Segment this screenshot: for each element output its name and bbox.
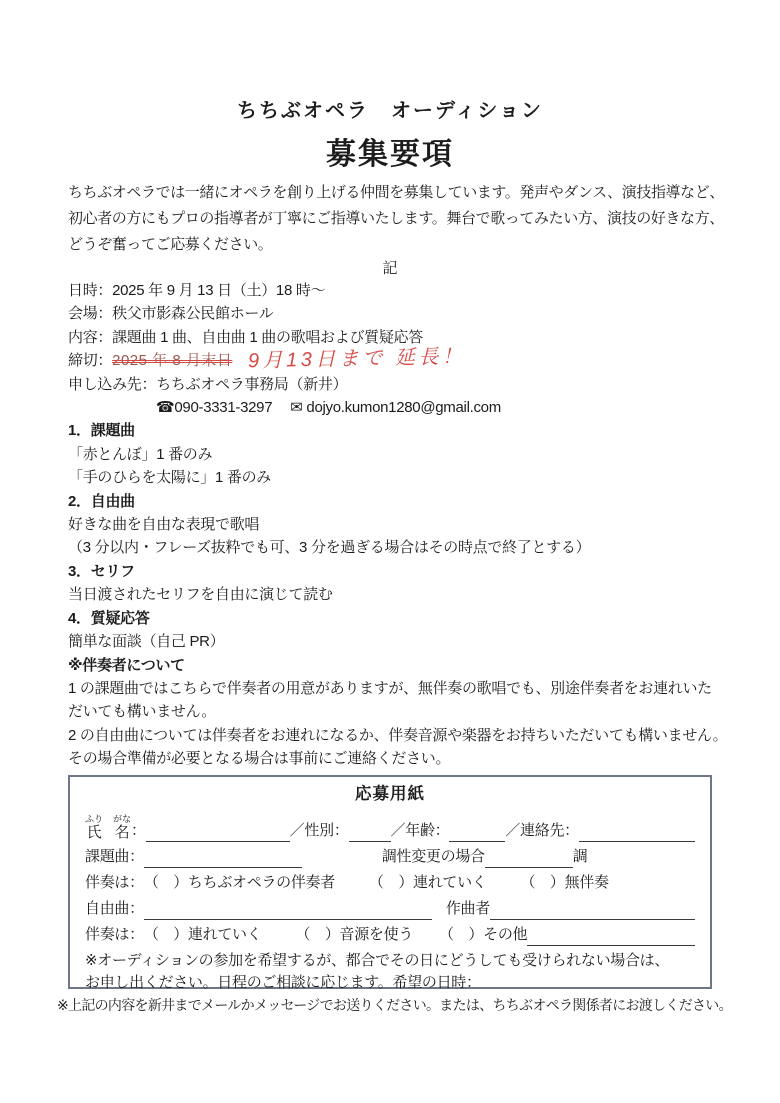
intro-line: 初心者の方にもプロの指導者が丁寧にご指導いたします。舞台で歌ってみたい方、演技の好きな方、 (68, 210, 724, 227)
ki-marker: 記 (382, 260, 398, 277)
other-blank-line (527, 928, 695, 946)
section-line: 2 の自由曲については伴奏者をお連れになるか、伴奏音源や楽器をお持ちいただいても構いません。 (68, 726, 728, 744)
footer-note: ※上記の内容を新井までメールかメッセージでお送りください。または、ちちぶオペラ関係者にお渡しください。 (57, 996, 732, 1013)
form-row-name (85, 814, 695, 842)
accompaniment-label: 伴奏は： (85, 873, 144, 891)
phone-icon: ☎ (156, 399, 175, 417)
form-note-line: ※オーディションの参加を希望するが、都合でその日にどうしても受けられない場合は、 (85, 951, 670, 969)
section-heading-shitsugi: 4．質疑応答 (68, 609, 150, 627)
setpiece-label: 課題曲： (85, 847, 144, 865)
key-blank-line (485, 850, 573, 868)
document-title: ちちぶオペラ オーディション (237, 100, 543, 122)
freepiece-label: 自由曲： (85, 899, 144, 917)
gender-blank-line (349, 824, 391, 842)
detail-contents: 内容：課題曲 1 曲、自由曲 1 曲の歌唱および質疑応答 (68, 328, 423, 346)
section-heading-kadaikyoku: 1．課題曲 (68, 422, 135, 440)
section-heading-serifu: 3．セリフ (68, 562, 135, 580)
composer-blank-line (490, 902, 695, 920)
key-change-label: 調性変更の場合 (381, 847, 485, 865)
section-line: 好きな曲を自由な表現で歌唱 (68, 516, 260, 534)
section-line: 「手のひらを太陽に」1 番のみ (68, 469, 272, 487)
section-heading-bansousha: ※伴奏者について (68, 656, 185, 674)
section-line: 1 の課題曲ではこちらで伴奏者の用意がありますが、無伴奏の歌唱でも、別途伴奏者をお連れいた (68, 679, 712, 697)
accompaniment-option: （ ）無伴奏 (520, 873, 609, 891)
detail-venue: 会場：秩父市影森公民館ホール (68, 305, 274, 323)
form-title: 応募用紙 (355, 784, 425, 803)
accompaniment-option: （ ）連れていく (368, 873, 487, 891)
accompaniment-option: （ ）その他 (439, 925, 528, 943)
accompaniment-option: （ ）連れていく (143, 925, 262, 943)
form-row-accompaniment-1 (85, 872, 695, 894)
name-kanji-with-furigana (113, 814, 131, 842)
email-icon: ✉ (290, 399, 303, 417)
form-row-accompaniment-2 (85, 924, 695, 946)
accompaniment-label: 伴奏は： (85, 925, 144, 943)
section-line: 「赤とんぼ」1 番のみ (68, 445, 213, 463)
document-heading: 募集要項 (326, 138, 454, 171)
setpiece-blank-line (144, 850, 302, 868)
intro-line: どうぞ奮ってご応募ください。 (68, 236, 273, 253)
name-label-part: 名 (114, 823, 130, 841)
name-label-part: 氏 (86, 823, 102, 841)
section-line: 簡単な面談（自己 PR） (68, 633, 225, 651)
freepiece-blank-line (144, 902, 432, 920)
furigana-text: ふり (85, 813, 104, 824)
contact-blank-line (579, 824, 695, 842)
age-blank-line (449, 824, 505, 842)
phone-number: 090-3331-3297 (174, 399, 273, 417)
sections-list (68, 419, 728, 770)
intro-line: ちちぶオペラでは一緒にオペラを創り上げる仲間を募集しています。発声やダンス、演技指導など、 (68, 184, 724, 201)
section-line: （3 分以内・フレーズ抜粋でも可、3 分を過ぎる場合はその時点で終了とする） (68, 539, 591, 557)
age-label: ／年齢： (390, 821, 450, 839)
deadline-extension-handwriting: 9月13日まで 延長！ (248, 345, 466, 373)
detail-apply-to: 申し込み先：ちちぶオペラ事務局（新井） (68, 375, 348, 393)
key-suffix-label: 調 (572, 847, 588, 865)
accompaniment-option: （ ）ちちぶオペラの伴奏者 (143, 873, 335, 891)
section-line: その場合準備が必要となる場合は事前にご連絡ください。 (68, 750, 451, 768)
deadline-label: 締切： (68, 352, 113, 370)
composer-label: 作曲者 (445, 899, 490, 917)
application-form-box (68, 775, 712, 992)
section-heading-jiyukyoku: 2．自由曲 (68, 492, 135, 510)
deadline-struck-date: 2025 年 8 月末日 (112, 352, 233, 370)
email-address: dojyo.kumon1280@gmail.com (306, 399, 501, 417)
form-row-freepiece (85, 898, 695, 920)
section-line: 当日渡されたセリフを自由に演じて読む (68, 586, 333, 604)
detail-contact (68, 396, 712, 419)
intro-paragraph (68, 180, 724, 258)
details-list (68, 279, 712, 419)
detail-datetime: 日時：2025 年 9 月 13 日（土）18 時～ (68, 282, 326, 299)
section-line: だいても構いません。 (68, 703, 216, 721)
name-blank-line (146, 824, 290, 842)
name-colon: ： (131, 821, 146, 839)
name-kanji-with-furigana (85, 814, 103, 842)
contact-label: ／連絡先： (505, 821, 579, 839)
furigana-text: がな (113, 813, 132, 824)
gender-label: ／性別： (289, 821, 349, 839)
accompaniment-option: （ ）音源を使う (295, 925, 414, 943)
form-note-line: お申し出ください。日程のご相談に応じます。希望の日時： (85, 974, 481, 992)
detail-deadline (68, 345, 712, 373)
form-row-setpiece (85, 846, 695, 868)
